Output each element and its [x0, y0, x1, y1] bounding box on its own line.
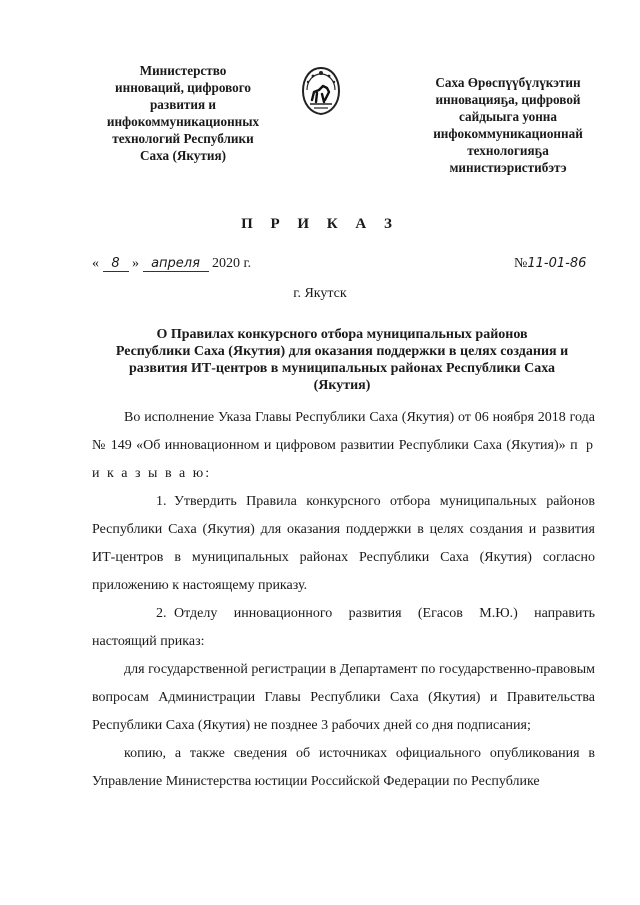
intro-paragraph — [92, 404, 595, 488]
item-text: Утвердить Правила конкурсного отбора муниципальных районов Республики Саха (Якутия) для оказания поддержки в целях создания и развития ИТ-центров в муниципальных районах Республики Саха (Якутия) согласно приложению к настоящему приказу. — [92, 494, 595, 593]
date-open-quote: « — [92, 256, 99, 271]
ministry-name-line: инфокоммуникационных — [106, 114, 260, 129]
number-value: 11-01-86 — [527, 256, 587, 271]
ministry-name-line: инфокоммуникационнай — [433, 126, 583, 141]
ministry-name-russian — [88, 62, 278, 164]
subject-line: Республики Саха (Якутия) для оказания поддержки в целях создания и — [115, 344, 569, 359]
order-subject — [92, 326, 592, 394]
item-text: Отделу инновационного развития (Егасов М.Ю.) направить настоящий приказ: — [92, 606, 595, 649]
ministry-name-line: развития и — [149, 97, 217, 112]
item-1 — [92, 488, 595, 600]
ministry-name-line: инновацияҕа, цифровой — [435, 92, 581, 107]
document-title: П Р И К А З — [241, 216, 399, 232]
city: г. Якутск — [293, 286, 347, 301]
item-2 — [92, 600, 595, 656]
ministry-name-yakut — [404, 74, 612, 176]
ministry-name-line: Саха Өрөспүүбүлүкэтин — [435, 75, 581, 90]
ministry-name-line: Саха (Якутия) — [140, 148, 226, 163]
subject-line: развития ИТ-центров в муниципальных районах Республики Саха — [128, 361, 556, 376]
date-close-quote: » — [132, 256, 139, 271]
date-day: 8 — [103, 256, 129, 272]
ministry-name-line: инноваций, цифрового — [115, 80, 251, 95]
ministry-name-line: сайдыыга уонна — [459, 109, 557, 124]
date-month: апреля — [143, 256, 209, 272]
date-year: 2020 г. — [212, 256, 252, 271]
ministry-name-line: Министерство — [139, 63, 227, 78]
order-number — [514, 256, 586, 272]
item-number: 2. — [156, 606, 167, 621]
ministry-name-line: министиэристибэтэ — [449, 160, 567, 175]
intro-text: Во исполнение Указа Главы Республики Саха (Якутия) от 06 ноября 2018 года № 149 «Об инновационном и цифровом развитии Республики Саха (Якутия)» — [92, 410, 595, 453]
ministry-name-line: технологий Республики — [112, 131, 254, 146]
item-number: 1. — [156, 494, 167, 509]
subject-line: (Якутия) — [313, 378, 371, 393]
subject-line: О Правилах конкурсного отбора муниципальных районов — [156, 327, 528, 342]
sub-item-registration: для государственной регистрации в Департамент по государственно-правовым вопросам Администрации Главы Республики Саха (Якутия) и Правительства Республики Саха (Якутия) не позднее 3 рабочих дней со дня подписания; — [92, 662, 595, 733]
decree-word: п р и к а з ы в а ю: — [92, 438, 595, 481]
order-body — [92, 404, 595, 796]
republic-coat-of-arms-icon — [300, 66, 342, 116]
sub-item-copy: копию, а также сведения об источниках официального опубликования в Управление Министерства юстиции Российской Федерации по Республике — [92, 746, 595, 789]
ministry-name-line: технологияҕа — [467, 143, 549, 158]
order-date — [92, 256, 251, 272]
number-prefix: № — [514, 256, 528, 271]
